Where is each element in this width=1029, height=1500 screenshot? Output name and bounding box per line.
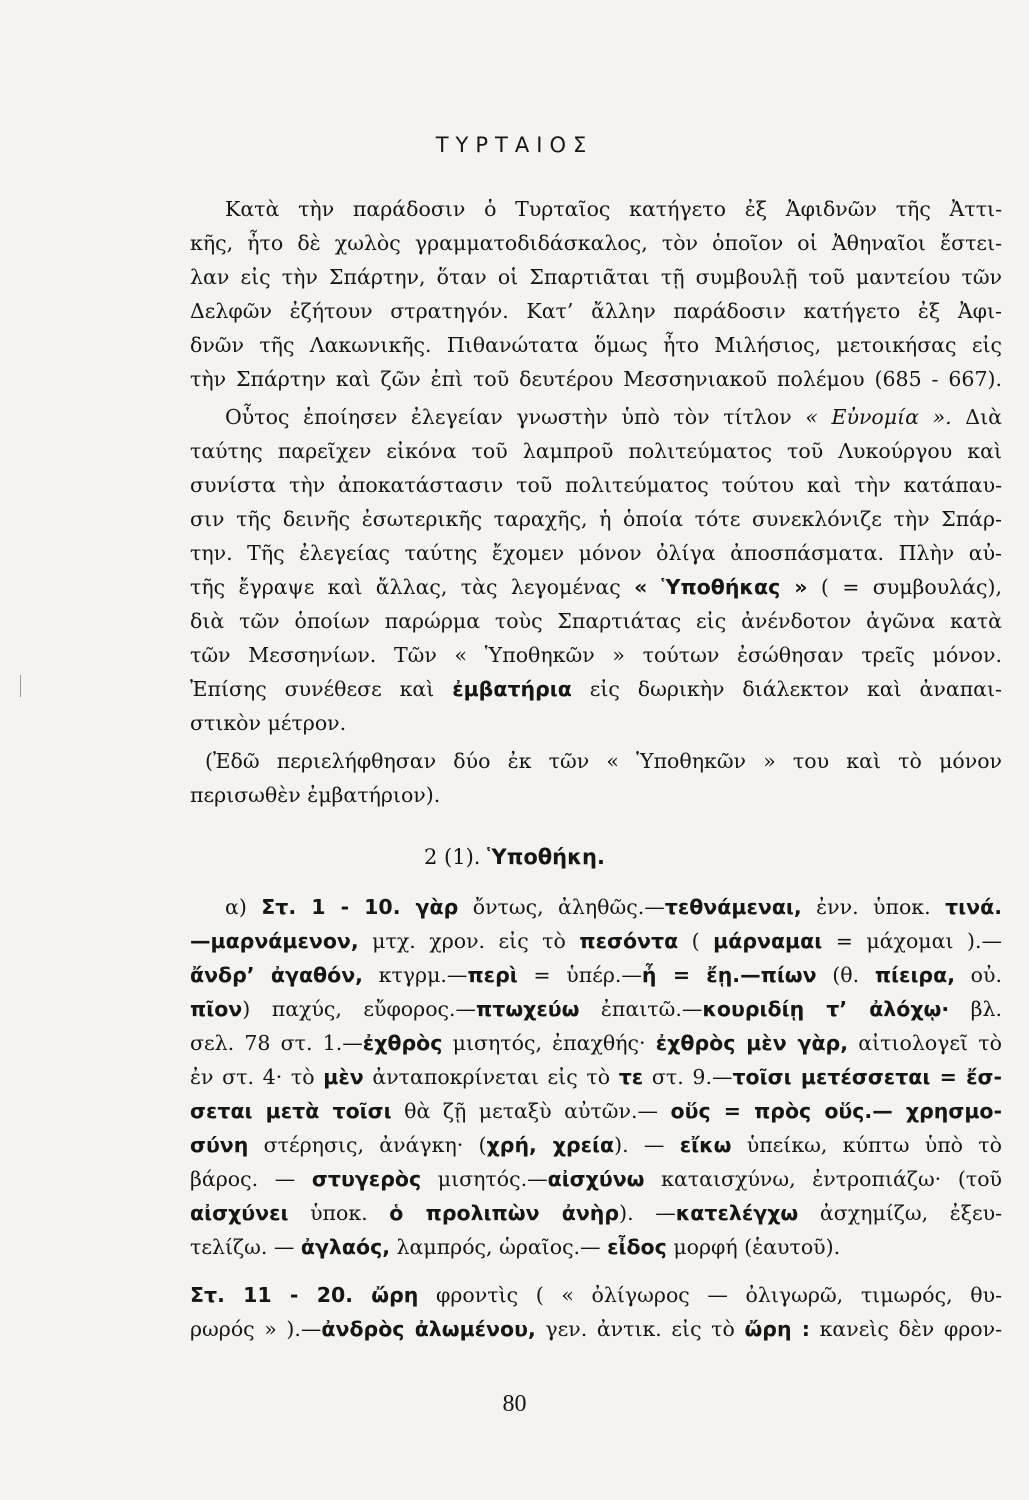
chapter-title: ΤΥΡΤΑΙΟΣ [435,133,594,157]
page-number: 80 [502,1391,527,1417]
note-line: βάρος. — στυγερὸς μισητός.—αἰσχύνω καταισχύνω, ἐντροπιάζω· (τοῦ [190,1167,1002,1191]
text-line: Οὗτος ἐποίησεν ἐλεγείαν γνωστὴν ὑπὸ τὸν τίτλον « Εὐνομία ». Διὰ [225,405,1002,429]
note-line: ἄνδρ’ ἀγαθόν, κτγρμ.—περὶ = ὑπέρ.—ἦ = ἔῃ.—πίων (θ. πίειρα, οὐ. [190,963,1002,987]
text-line: Ἐπίσης συνέθεσε καὶ ἐμβατήρια εἰς δωρικὴν διάλεκτον καὶ ἀναπαι- [190,677,1002,701]
text-line: την. Τῆς ἐλεγείας ταύτης ἔχομεν μόνον ὀλίγα ἀποσπάσματα. Πλὴν αὐ- [190,541,1002,565]
text-line: διὰ τῶν ὁποίων παρώρμα τοὺς Σπαρτιάτας εἰς ἀνένδοτον ἀγῶνα κατὰ [190,609,1002,633]
note-line: πῖον) παχύς, εὔφορος.—πτωχεύω ἐπαιτῶ.—κουριδίῃ τ’ ἀλόχῳ· βλ. [190,997,1002,1021]
note-line: τελίζω. — ἀγλαός, λαμπρός, ὡραῖος.— εἶδος μορφή (ἑαυτοῦ). [190,1235,841,1259]
section-heading: 2 (1). Ὑποθήκη. [424,845,605,869]
text-line: δνῶν τῆς Λακωνικῆς. Πιθανώτατα ὅμως ἦτο Μιλήσιος, μετοικήσας εἰς [190,333,1002,357]
text-line: συνίστα τὴν ἀποκατάστασιν τοῦ πολιτεύματος τούτου καὶ τὴν κατάπαυ- [190,473,1002,497]
text-line: (Ἐδῶ περιελήφθησαν δύο ἐκ τῶν « Ὑποθηκῶν » του καὶ τὸ μόνον [205,749,1002,773]
text-line: τῶν Μεσσηνίων. Τῶν « Ὑποθηκῶν » τούτων ἐσώθησαν τρεῖς μόνον. [190,643,1002,667]
note-line: σεται μετὰ τοῖσι θὰ ζῇ μεταξὺ αὐτῶν.— οὕς = πρὸς οὕς.— χρησμο- [190,1099,1002,1123]
text-line: σιν τῆς δεινῆς ἐσωτερικῆς ταραχῆς, ἡ ὁποία τότε συνεκλόνιζε τὴν Σπάρ- [190,507,1002,531]
note-line: Στ. 11 - 20. ὤρη φροντὶς ( « ὀλίγωρος — ὀλιγωρῶ, τιμωρός, θυ- [190,1283,1003,1307]
text-line: περισωθὲν ἐμβατήριον). [190,783,441,807]
note-line: σύνη στέρησις, ἀνάγκη· (χρή, χρεία). — εἴκω ὑπείκω, κύπτω ὑπὸ τὸ [190,1133,1002,1157]
note-line: —μαρνάμενον, μτχ. χρον. εἰς τὸ πεσόντα ( μάρναμαι = μάχομαι ).— [190,929,1002,953]
note-line: α) Στ. 1 - 10. γὰρ ὄντως, ἀληθῶς.—τεθνάμεναι, ἐνν. ὑποκ. τινά. [225,895,1002,919]
text-line: λαν εἰς τὴν Σπάρτην, ὅταν οἱ Σπαρτιᾶται τῇ συμβουλῇ τοῦ μαντείου τῶν [190,265,1002,289]
note-line: ρωρός » ).—ἀνδρὸς ἀλωμένου, γεν. ἀντικ. εἰς τὸ ὤρη : κανεὶς δὲν φρον- [190,1317,1003,1341]
text-line: κῆς, ἦτο δὲ χωλὸς γραμματοδιδάσκαλος, τὸν ὁποῖον οἱ Ἀθηναῖοι ἔστει- [190,231,1002,255]
text-line: τῆς ἔγραψε καὶ ἄλλας, τὰς λεγομένας « Ὑποθήκας » ( = συμβουλάς), [190,575,1002,599]
note-line: αἰσχύνει ὑποκ. ὁ προλιπὼν ἀνὴρ). —κατελέγχω ἀσχημίζω, ἐξευ- [190,1201,1003,1225]
note-line: σελ. 78 στ. 1.—ἐχθρὸς μισητός, ἐπαχθής· ἐχθρὸς μὲν γὰρ, αἰτιολογεῖ τὸ [190,1031,1002,1055]
text-line: ταύτης παρεῖχεν εἰκόνα τοῦ λαμπροῦ πολιτεύματος τοῦ Λυκούργου καὶ [190,439,1002,463]
text-line: Κατὰ τὴν παράδοσιν ὁ Τυρταῖος κατήγετο ἐξ Ἀφιδνῶν τῆς Ἀττι- [225,197,1002,221]
text-line: στικὸν μέτρον. [190,711,347,735]
note-line: ἐν στ. 4· τὸ μὲν ἀνταποκρίνεται εἰς τὸ τε στ. 9.—τοῖσι μετέσσεται = ἔσ- [190,1065,1002,1089]
margin-mark [20,675,21,697]
text-line: τὴν Σπάρτην καὶ ζῶν ἐπὶ τοῦ δευτέρου Μεσσηνιακοῦ πολέμου (685 - 667). [190,367,1002,391]
text-line: Δελφῶν ἐζήτουν στρατηγόν. Κατ’ ἄλλην παράδοσιν κατήγετο ἐξ Ἀφι- [190,299,1002,323]
